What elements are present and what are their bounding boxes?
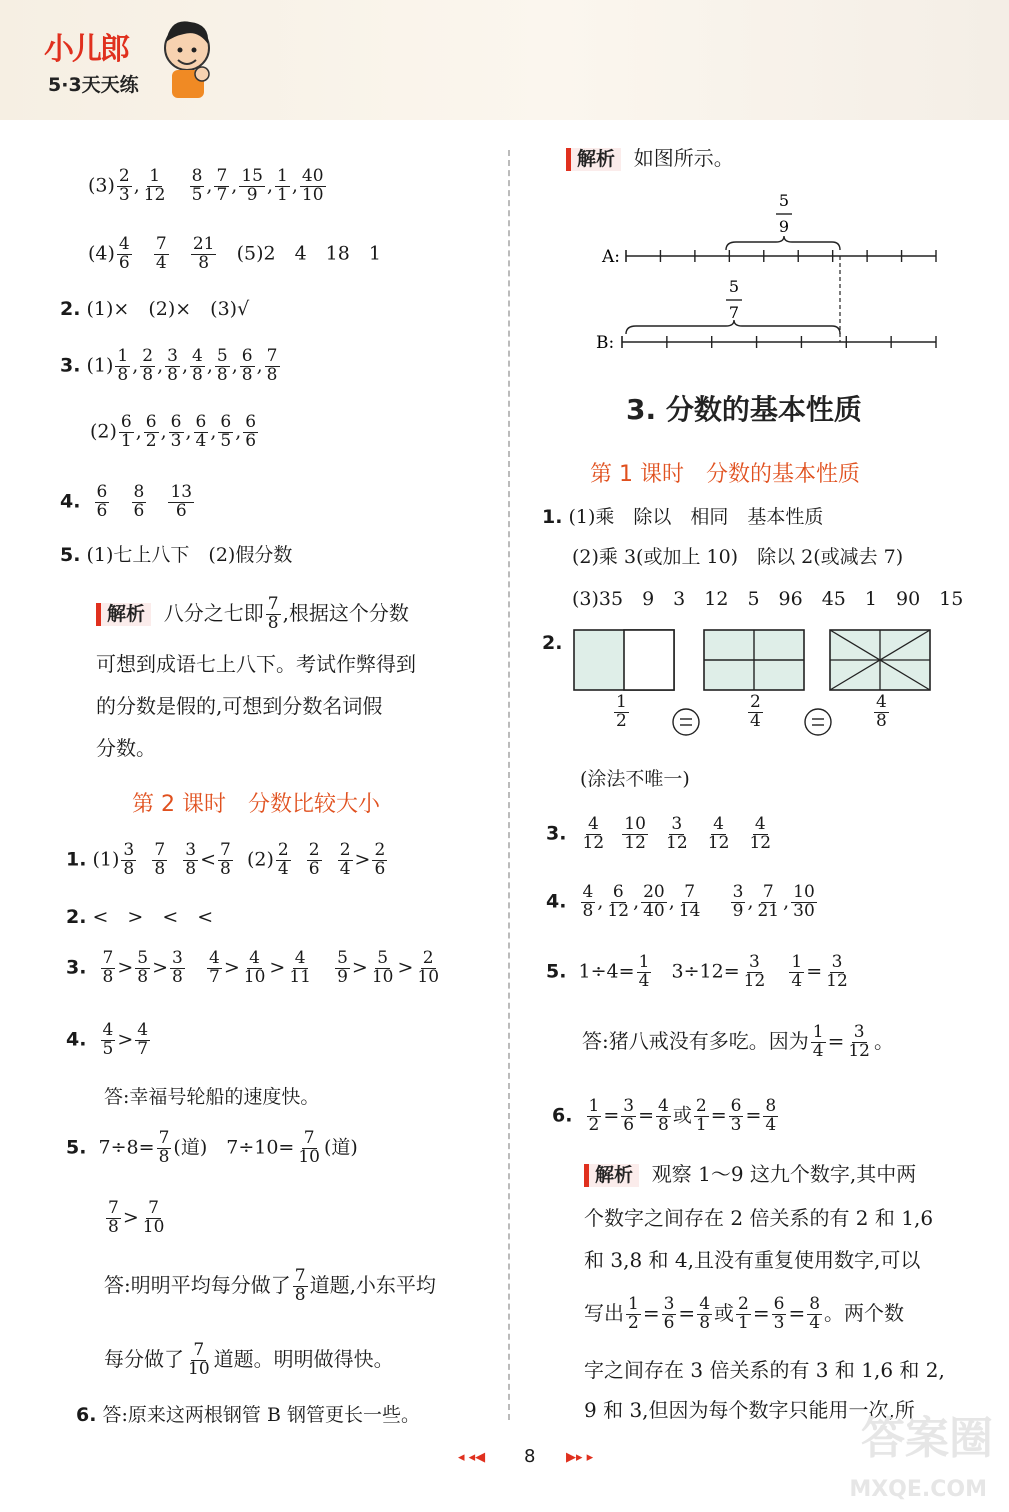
- fraction: $\frac{4}{12}$: [707, 814, 730, 853]
- fraction: $\frac{5}{8}$: [216, 346, 228, 385]
- fraction: $\frac{2}{4}$: [339, 840, 351, 879]
- question-number: 5.: [66, 1136, 87, 1159]
- question-number: 4.: [60, 490, 81, 513]
- l2-q3: 3. $\frac{7}{8}$ > $\frac{5}{8}$ > $\frac{3}{8}$ $\frac{4}{7}$ > $\frac{4}{10}$ > $\frac{4}{11}$ $\frac{5}{9}$ > $\frac{5}{10}$ > $\frac{2}{10}$: [66, 948, 440, 987]
- analysis-tag: 解析: [566, 148, 621, 171]
- r-q2-number: [542, 634, 562, 653]
- text: 写出: [584, 1300, 624, 1325]
- header-band: [0, 0, 1009, 120]
- fraction: $\frac{2}{6}$: [308, 840, 320, 879]
- fraction: $\frac{1}{8}$: [117, 346, 129, 385]
- svg-text:7: 7: [728, 303, 740, 322]
- question-number: 5.: [60, 544, 81, 566]
- fraction: $\frac{1}{2}$: [588, 1096, 600, 1135]
- fraction: $\frac{6}{3}$: [773, 1294, 785, 1333]
- fraction: $\frac{20}{40}$: [643, 882, 665, 921]
- analysis-text: 如图所示。: [633, 146, 734, 170]
- fraction: $\frac{1}{2}$: [628, 1294, 639, 1333]
- q1-5-text: (5)2 4 18 1: [236, 242, 381, 265]
- fraction: $\frac{2}{4}$: [750, 692, 761, 731]
- q2-text: (1)× (2)× (3)√: [86, 298, 250, 320]
- fraction: $\frac{3}{8}$: [123, 840, 135, 879]
- question-number: 2.: [60, 298, 81, 320]
- fraction: $\frac{7}{10}$: [188, 1340, 210, 1379]
- left-analysis-line3: 的分数是假的,可想到分数名词假: [96, 694, 383, 718]
- fraction: $\frac{2}{10}$: [417, 948, 440, 987]
- l2-q4-answer: 答:幸福号轮船的速度快。: [104, 1086, 320, 1108]
- fraction: $\frac{7}{4}$: [155, 234, 167, 273]
- fraction: $\frac{7}{8}$: [108, 1198, 119, 1237]
- text: 每分做了: [104, 1346, 184, 1371]
- watermark-logo: 答案圈: [861, 1413, 993, 1464]
- text: 1÷4=: [578, 960, 635, 983]
- left-q4: [60, 484, 196, 521]
- left-q1-4: [88, 236, 381, 273]
- question-number: 6.: [552, 1104, 573, 1127]
- fraction: $\frac{1}{12}$: [143, 166, 166, 205]
- lesson1-title: 第 1 课时 分数的基本性质: [590, 462, 860, 487]
- watermark-url: MXQE.COM: [849, 1477, 987, 1502]
- equals-circle-icon: [805, 709, 831, 735]
- svg-text:5: 5: [778, 191, 790, 210]
- fraction: $\frac{8}{6}$: [133, 482, 145, 521]
- fraction: $\frac{5}{10}$: [371, 948, 394, 987]
- r-q1-2: (2)乘 3(或加上 10) 除以 2(或减去 7): [572, 546, 904, 568]
- fraction: $\frac{2}{4}$: [277, 840, 289, 879]
- fraction: $\frac{6}{5}$: [220, 412, 232, 451]
- mascot-icon: [158, 12, 216, 100]
- fraction: $\frac{4}{8}$: [582, 882, 594, 921]
- brace-a-label: [776, 191, 792, 236]
- r-q2-fractions: [746, 694, 765, 731]
- brand-logo: 小儿郎: [44, 32, 128, 67]
- text: (道) 7÷10=: [173, 1136, 295, 1159]
- label-b: B:: [596, 333, 615, 353]
- brand-series: 5·3天天练: [48, 74, 139, 96]
- prev-arrows-icon: ◂ ◂◀: [458, 1450, 486, 1465]
- fraction: $\frac{4}{6}$: [118, 234, 130, 273]
- fraction: $\frac{3}{12}$: [743, 952, 766, 991]
- left-q1-3: (3) $\frac{2}{3}$ , $\frac{1}{12}$ $\frac{8}{5}$ , $\frac{7}{7}$ , $\frac{15}{9}$ , $\frac{1}{1}$ , $\frac{40}{10}$: [88, 166, 324, 205]
- question-number: 1.: [542, 506, 563, 528]
- r-q5-answer: 答:猪八戒没有多吃。因为 $\frac{1}{4}$ = $\frac{3}{12}$ 。: [582, 1022, 894, 1061]
- left-q3-1: 3. (1) $\frac{1}{8}$ , $\frac{2}{8}$ , $\frac{3}{8}$ , $\frac{4}{8}$ , $\frac{5}{8}$ , $\frac{6}{8}$ , $\frac{7}{8}$: [60, 346, 278, 385]
- brace-b-label: [726, 277, 742, 322]
- r-q5: 5. 1÷4= $\frac{1}{4}$ 3÷12= $\frac{3}{12}$ $\frac{1}{4}$ = $\frac{3}{12}$: [546, 952, 848, 991]
- r-analysis-line2: 个数字之间存在 2 倍关系的有 2 和 1,6: [584, 1206, 934, 1230]
- fraction: $\frac{3}{8}$: [167, 346, 178, 385]
- left-q2: [60, 300, 249, 319]
- l2-q4: 4. $\frac{4}{5}$ > $\frac{4}{7}$: [66, 1020, 149, 1059]
- fraction: $\frac{7}{21}$: [757, 882, 780, 921]
- fraction: $\frac{7}{8}$: [267, 594, 279, 633]
- fraction: $\frac{8}{4}$: [809, 1294, 821, 1333]
- fraction: $\frac{5}{9}$: [337, 948, 348, 987]
- fraction: $\frac{4}{8}$: [658, 1096, 669, 1135]
- fraction: $\frac{2}{6}$: [374, 840, 386, 879]
- label-a: A:: [602, 247, 621, 267]
- fraction: $\frac{4}{10}$: [243, 948, 266, 987]
- r-note: (涂法不唯一): [580, 768, 690, 790]
- text: 答:明明平均每分做了: [104, 1272, 291, 1297]
- fraction: $\frac{6}{8}$: [241, 346, 253, 385]
- fraction: $\frac{3}{12}$: [848, 1022, 870, 1061]
- r-q2-fractions: [612, 694, 631, 731]
- fraction: $\frac{7}{8}$: [266, 346, 278, 385]
- fraction: $\frac{7}{10}$: [142, 1198, 165, 1237]
- fraction: $\frac{1}{4}$: [638, 952, 650, 991]
- label: (2): [90, 420, 117, 443]
- q5-text: (1)七上八下 (2)假分数: [86, 544, 293, 566]
- text: 道题,小东平均: [309, 1272, 436, 1297]
- fraction: $\frac{4}{5}$: [102, 1020, 114, 1059]
- rect-halves-unshaded: [624, 630, 674, 690]
- r-q3: [546, 816, 775, 853]
- fraction: $\frac{3}{6}$: [623, 1096, 635, 1135]
- fraction: $\frac{7}{8}$: [158, 1128, 170, 1167]
- question-number: 3.: [66, 956, 87, 979]
- label: (3): [88, 174, 115, 197]
- column-divider: [508, 150, 510, 1420]
- fraction: $\frac{21}{8}$: [192, 234, 215, 273]
- question-number: 3.: [546, 822, 567, 845]
- fraction: $\frac{1}{1}$: [277, 166, 288, 205]
- fraction: $\frac{8}{4}$: [765, 1096, 777, 1135]
- label: (2): [246, 848, 274, 871]
- l2-q1: 1. (1) $\frac{3}{8}$ $\frac{7}{8}$ $\frac{3}{8}$ < $\frac{7}{8}$ (2) $\frac{2}{4}$ $\frac{2}{6}$ $\frac{2}{4}$ > $\frac{2}{6}$: [66, 840, 386, 879]
- left-q5: [60, 546, 292, 565]
- r-analysis-line4: 写出 $\frac{1}{2}$ = $\frac{3}{6}$ = $\frac{4}{8}$ 或 $\frac{2}{1}$ = $\frac{6}{3}$ = $\frac{8}{4}$ 。两个数: [584, 1294, 905, 1333]
- section-title: 3. 分数的基本性质: [626, 393, 862, 426]
- bar-a: [626, 250, 936, 262]
- left-analysis-line2: 可想到成语七上八下。考试作弊得到: [96, 652, 416, 676]
- fraction: $\frac{4}{12}$: [749, 814, 772, 853]
- question-number: 6.: [76, 1404, 97, 1426]
- fraction: $\frac{3}{12}$: [826, 952, 848, 991]
- text: 观察 1～9 这九个数字,其中两: [651, 1162, 917, 1186]
- l2-q2-text: < > < <: [92, 906, 214, 928]
- text: 答:原来这两根钢管 B 钢管更长一些。: [102, 1404, 420, 1426]
- lesson2-title: 第 2 课时 分数比较大小: [132, 792, 380, 817]
- l2-q5-answer-2: [104, 1342, 394, 1379]
- bar-b: [622, 336, 936, 348]
- r-q2-fractions: [872, 694, 891, 731]
- fraction: $\frac{6}{6}$: [96, 482, 108, 521]
- fraction: $\frac{6}{3}$: [170, 412, 182, 451]
- text: 答:猪八戒没有多吃。因为: [582, 1028, 809, 1053]
- analysis-text: 八分之七即: [163, 600, 264, 625]
- fraction: $\frac{1}{2}$: [616, 692, 627, 731]
- text: 或: [714, 1300, 735, 1325]
- fraction: $\frac{2}{3}$: [118, 166, 130, 205]
- analysis-text: ,根据这个分数: [282, 600, 409, 625]
- fraction: $\frac{4}{7}$: [209, 948, 220, 987]
- l2-q6: [76, 1406, 420, 1425]
- fraction: $\frac{3}{9}$: [732, 882, 744, 921]
- fraction: $\frac{1}{4}$: [791, 952, 803, 991]
- text: 或: [672, 1104, 692, 1127]
- r-q6: 6. $\frac{1}{2}$ = $\frac{3}{6}$ = $\frac{4}{8}$ 或 $\frac{2}{1}$ = $\frac{6}{3}$ = $\frac{8}{4}$: [552, 1096, 777, 1135]
- fraction: $\frac{8}{5}$: [191, 166, 203, 205]
- question-number: 4.: [546, 890, 567, 913]
- question-number: 4.: [66, 1028, 87, 1051]
- r-analysis-line6: 9 和 3,但因为每个数字只能用一次,所: [584, 1398, 915, 1422]
- fraction: $\frac{3}{8}$: [172, 948, 183, 987]
- r-analysis-line5: 字之间存在 3 倍关系的有 3 和 1,6 和 2,: [584, 1358, 945, 1382]
- fraction: $\frac{6}{12}$: [607, 882, 630, 921]
- fraction: $\frac{4}{11}$: [289, 948, 311, 987]
- fraction: $\frac{15}{9}$: [241, 166, 263, 205]
- r-q1-1: [542, 508, 823, 527]
- analysis-tag: 解析: [96, 603, 151, 626]
- fraction: $\frac{40}{10}$: [301, 166, 324, 205]
- fraction: $\frac{3}{12}$: [666, 814, 688, 853]
- fraction: $\frac{4}{8}$: [876, 692, 887, 731]
- fraction: $\frac{10}{12}$: [624, 814, 646, 853]
- fraction: $\frac{7}{8}$: [220, 840, 231, 879]
- equals-circle-icon: [673, 709, 699, 735]
- svg-text:9: 9: [778, 217, 790, 236]
- fraction: $\frac{7}{8}$: [294, 1266, 306, 1305]
- fraction: $\frac{2}{8}$: [142, 346, 154, 385]
- page-number: 8: [524, 1446, 536, 1467]
- fraction: $\frac{6}{3}$: [730, 1096, 742, 1135]
- fraction: $\frac{6}{2}$: [145, 412, 157, 451]
- fraction: $\frac{4}{12}$: [582, 814, 605, 853]
- label: (1): [92, 848, 120, 871]
- fraction: $\frac{2}{1}$: [695, 1096, 707, 1135]
- r-analysis-line1: [584, 1164, 916, 1187]
- fraction: $\frac{7}{8}$: [154, 840, 166, 879]
- text: (道): [323, 1136, 358, 1159]
- next-arrows-icon: ▶▸ ▸: [566, 1450, 594, 1465]
- r-q4: 4. $\frac{4}{8}$ , $\frac{6}{12}$ , $\frac{20}{40}$ , $\frac{7}{14}$ $\frac{3}{9}$ , $\frac{7}{21}$ , $\frac{10}{30}$: [546, 882, 815, 921]
- question-number: 2.: [66, 906, 87, 928]
- fraction: $\frac{6}{4}$: [195, 412, 207, 451]
- fraction: $\frac{7}{14}$: [678, 882, 701, 921]
- fraction: $\frac{4}{8}$: [192, 346, 203, 385]
- text: 7÷8=: [98, 1136, 155, 1159]
- fraction: $\frac{13}{6}$: [170, 482, 193, 521]
- left-analysis-line1: [96, 596, 409, 633]
- fraction: $\frac{7}{8}$: [102, 948, 114, 987]
- right-analysis: [566, 148, 734, 171]
- fraction: $\frac{6}{1}$: [120, 412, 132, 451]
- fraction: $\frac{7}{7}$: [216, 166, 228, 205]
- brace-a: [726, 236, 840, 250]
- fraction: $\frac{3}{6}$: [663, 1294, 675, 1333]
- label: (4): [88, 242, 115, 265]
- l2-q5: [66, 1130, 358, 1167]
- question-number: 5.: [546, 960, 567, 983]
- label: (1): [86, 354, 114, 377]
- text: 道题。明明做得快。: [213, 1346, 394, 1371]
- segment-diagram: [596, 186, 946, 366]
- text: 。两个数: [824, 1300, 905, 1325]
- fraction: $\frac{10}{30}$: [793, 882, 815, 921]
- r-analysis-line3: 和 3,8 和 4,且没有重复使用数字,可以: [584, 1248, 921, 1272]
- fraction: $\frac{5}{8}$: [137, 948, 149, 987]
- question-number: 1.: [66, 848, 87, 871]
- fraction: $\frac{4}{8}$: [699, 1294, 711, 1333]
- question-number: 3.: [60, 354, 81, 377]
- fraction: $\frac{6}{6}$: [245, 412, 257, 451]
- l2-q5-compare: $\frac{7}{8}$ > $\frac{7}{10}$: [108, 1198, 165, 1237]
- analysis-tag: 解析: [584, 1164, 639, 1187]
- fraction: $\frac{2}{1}$: [738, 1294, 749, 1333]
- text: 3÷12=: [671, 960, 740, 983]
- left-analysis-line4: 分数。: [96, 736, 156, 760]
- fraction: $\frac{1}{4}$: [812, 1022, 824, 1061]
- fraction: $\frac{4}{7}$: [137, 1020, 149, 1059]
- svg-text:5: 5: [728, 277, 740, 296]
- left-q3-2: (2) $\frac{6}{1}$ , $\frac{6}{2}$ , $\frac{6}{3}$ , $\frac{6}{4}$ , $\frac{6}{5}$ , $\frac{6}{6}$: [90, 412, 257, 451]
- question-number: 2.: [542, 632, 563, 654]
- l2-q5-answer-1: [104, 1268, 436, 1305]
- r-q1-3: (3)35 9 3 12 5 96 45 1 90 15: [572, 588, 964, 610]
- text: (1)乘 除以 相同 基本性质: [568, 506, 824, 528]
- fraction: $\frac{3}{8}$: [185, 840, 197, 879]
- fraction: $\frac{7}{10}$: [298, 1128, 320, 1167]
- l2-q2: [66, 908, 213, 927]
- brace-b: [626, 320, 840, 334]
